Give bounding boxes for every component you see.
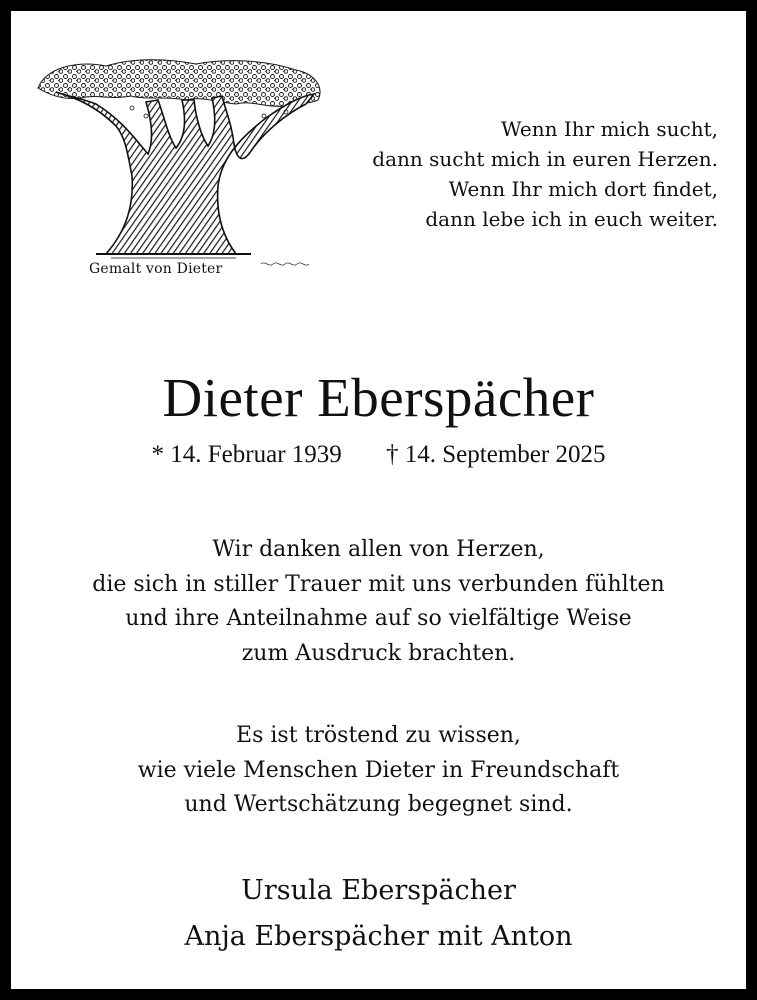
life-dates <box>11 441 746 469</box>
family-member: Anja Eberspächer mit Anton <box>184 921 573 952</box>
family-signature <box>11 868 746 960</box>
thanks-line: die sich in stiller Trauer mit uns verbunden fühlten <box>92 571 665 597</box>
thanks-line: zum Ausdruck brachten. <box>241 640 516 666</box>
comfort-paragraph <box>11 719 746 823</box>
comfort-line: Es ist tröstend zu wissen, <box>236 723 521 748</box>
poem-line: dann lebe ich in euch weiter. <box>425 207 718 231</box>
family-member: Ursula Eberspächer <box>241 875 516 906</box>
poem <box>372 114 718 234</box>
obituary-card <box>11 11 746 989</box>
deceased-name: Dieter Eberspächer <box>162 367 595 428</box>
poem-line: dann sucht mich in euren Herzen. <box>372 147 718 171</box>
tree-drawing-icon <box>36 56 321 268</box>
comfort-line: und Wertschätzung begegnet sind. <box>184 792 573 817</box>
death-date: † 14. September 2025 <box>386 441 606 468</box>
thanks-line: Wir danken allen von Herzen, <box>212 537 545 562</box>
thanks-line: und ihre Anteilnahme auf so vielfältige Weise <box>125 606 632 631</box>
poem-line: Wenn Ihr mich dort findet, <box>448 177 718 201</box>
thanks-paragraph <box>11 533 746 671</box>
birth-date: * 14. Februar 1939 <box>151 441 342 468</box>
illustration-caption: Gemalt von Dieter <box>89 261 223 277</box>
comfort-line: wie viele Menschen Dieter in Freundschaft <box>137 757 620 783</box>
poem-line: Wenn Ihr mich sucht, <box>500 117 718 141</box>
